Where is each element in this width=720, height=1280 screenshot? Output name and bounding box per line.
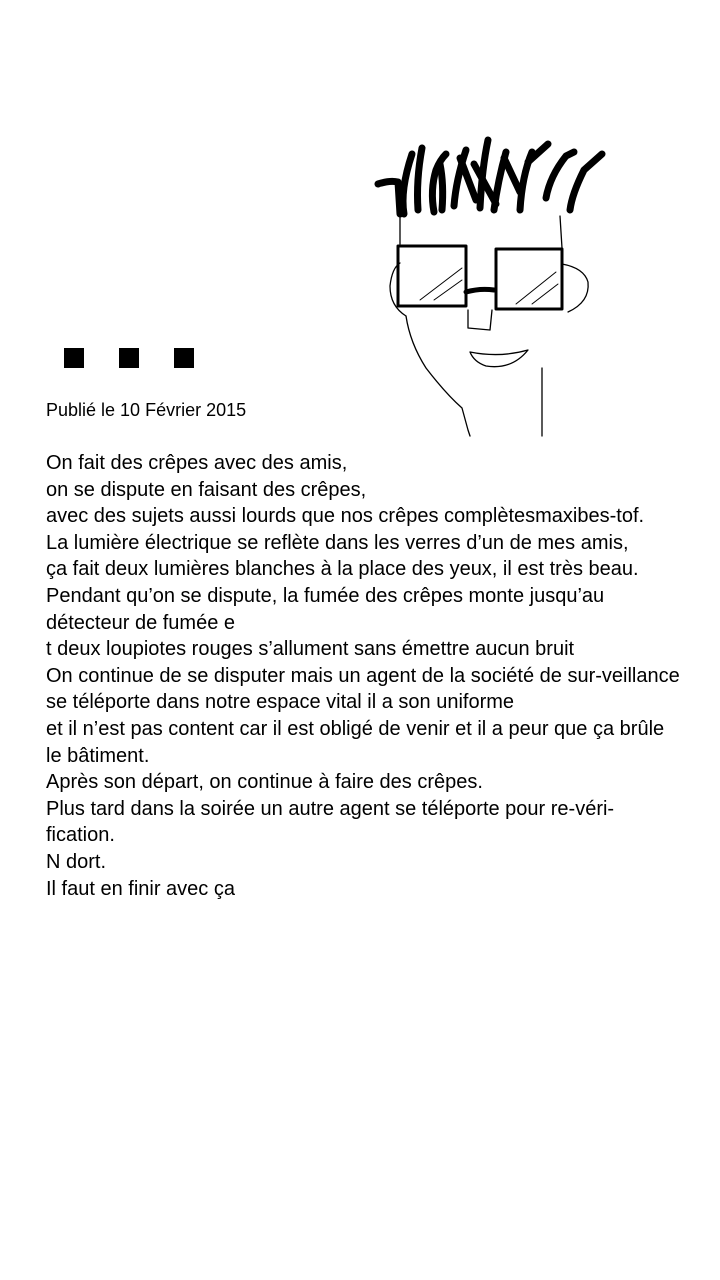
- publication-date: Publié le 10 Février 2015: [46, 400, 247, 420]
- poem-line: et il n’est pas content car il est obligé de venir et il a peur que ça brûle le bâtiment.: [46, 717, 665, 767]
- glasses-icon: [398, 246, 562, 309]
- menu-square-icon: [174, 348, 194, 368]
- poem-line: La lumière électrique se reflète dans les verres d’un de mes amis,: [46, 531, 629, 554]
- poem-line: Pendant qu’on se dispute, la fumée des crêpes monte jusqu’au détecteur de fumée e: [46, 584, 605, 634]
- poem-line: ça fait deux lumières blanches à la place des yeux, il est très beau.: [46, 558, 639, 581]
- poem-line: Plus tard dans la soirée un autre agent se téléporte pour re-véri-fication.: [46, 797, 615, 847]
- poem-line: se téléporte dans notre espace vital il a son uniforme: [46, 691, 515, 714]
- menu-square-icon: [119, 348, 139, 368]
- article-body: [46, 450, 680, 902]
- poem-line: t deux loupiotes rouges s’allument sans émettre aucun bruit: [46, 638, 575, 661]
- poem-line: On fait des crêpes avec des amis,: [46, 452, 348, 474]
- poem-line: avec des sujets aussi lourds que nos crêpes complètesmaxibes-tof.: [46, 505, 645, 528]
- menu-icon[interactable]: [64, 348, 194, 368]
- poem-line: on se dispute en faisant des crêpes,: [46, 478, 367, 501]
- spiky-hair-icon: [378, 140, 602, 214]
- poem-line: N dort.: [46, 850, 107, 873]
- poem-line: Après son départ, on continue à faire des crêpes.: [46, 771, 483, 794]
- poem-line: Il faut en finir avec ça: [46, 877, 235, 900]
- hand-drawn-face-illustration: [370, 118, 610, 443]
- menu-square-icon: [64, 348, 84, 368]
- poem-line: On continue de se disputer mais un agent de la société de sur-veillance: [46, 664, 680, 687]
